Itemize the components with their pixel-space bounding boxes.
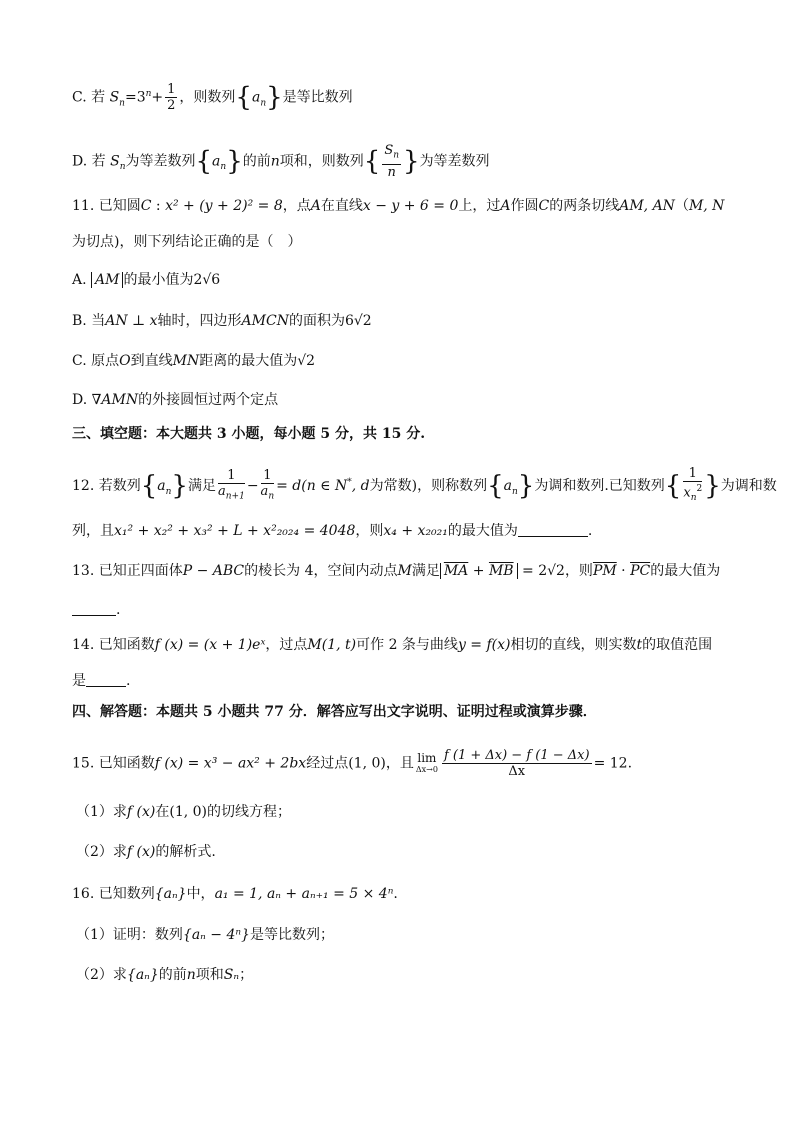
question-number: 13. [72, 563, 95, 579]
option-label: C. [72, 353, 87, 369]
q15-stem: 15. 已知函数f (x) = x³ − ax² + 2bx经过点(1, 0)，且 lim Δx→0 $\frac{f (1 + \Delta x) - f (1 - \Delta x)}{\Delta x}$ = 12. [72, 748, 633, 779]
question-number: 14. [72, 637, 95, 653]
fraction: $\frac{S_n}{n}$ [384, 143, 400, 180]
question-number: 11. [72, 198, 95, 214]
q10-option-d: D. 若 $S_n$为等差数列$\{a_n\}$的前n项和，则数列{ $\frac{S_n}{n}$ }为等差数列 [72, 143, 490, 180]
q13-stem: 13. 已知正四面体P − ABC的棱长为 4，空间内动点M满足 $\overline{MA} + \overline{MB} = 2√2$，则$\overline{PM} \cdot \overline{PC}$的最大值为 [72, 563, 721, 579]
option-label: C. [72, 89, 87, 106]
q11-option-d: D. ∇AMN的外接圆恒过两个定点 [72, 392, 279, 408]
section-4-heading: 四、解答题：本题共 5 小题共 77 分．解答应写出文字说明、证明过程或演算步骤． [72, 704, 597, 720]
q11-option-a: A. AM 的最小值为2√6 [72, 272, 221, 288]
q12-stem-cont: 列，且x₁² + x₂² + x₃² + L + x²₂₀₂₄ = 4048，则x₄ + x₂₀₂₁的最大值为 . [72, 523, 593, 539]
q16-part-1: （1）证明：数列{aₙ − 4ⁿ}是等比数列； [76, 927, 334, 943]
q16-part-2: （2）求{aₙ}的前n项和Sₙ； [76, 967, 254, 983]
option-label: A. [72, 272, 87, 288]
q11-option-b: B. 当AN ⊥ x轴时，四边形AMCN的面积为6√2 [72, 313, 372, 329]
option-label: D. [72, 392, 88, 408]
answer-blank[interactable] [518, 522, 588, 537]
q15-part-1: （1）求f (x)在(1, 0)的切线方程； [76, 804, 292, 820]
q11-stem: 11. 已知圆C : x² + (y + 2)² = 8，点A在直线x − y + 6 = 0上，过A作圆C的两条切线AM, AN（M, N [72, 198, 725, 214]
fraction: $\frac{1}{2}$ [167, 82, 176, 113]
q13-stem-cont: . [72, 600, 732, 620]
q11-option-c: C. 原点O到直线MN距离的最大值为√2 [72, 353, 316, 369]
q12-stem: 12. 若数列$\{a_n\}$满足 $\frac{1}{a_{n+1}}$ − $\frac{1}{a_n}$ = d(n ∈ N*, d为常数)，则称数列$\{a_n\}$为调和数列.已知数列{ $\frac{1}{x_n^2}$ }为调和数 [72, 466, 732, 506]
question-number: 12. [72, 477, 95, 494]
q15-part-2: （2）求f (x)的解析式. [76, 844, 216, 860]
answer-blank[interactable] [72, 601, 116, 616]
fraction: $\frac{1}{a_{n+1}}$ [217, 467, 245, 502]
q14-stem: 14. 已知函数f (x) = (x + 1)eˣ，过点M(1, t)可作 2 条与曲线y = f(x)相切的直线，则实数t的取值范围 [72, 637, 713, 653]
fraction: $\frac{1}{x_n^2}$ [683, 466, 703, 503]
fraction: $\frac{1}{a_n}$ [260, 467, 275, 502]
fraction: $\frac{f (1 + \Delta x) - f (1 - \Delta x)}{\Delta x}$ [443, 748, 590, 779]
section-3-heading: 三、填空题：本大题共 3 小题，每小题 5 分，共 15 分. [72, 426, 426, 442]
option-label: D. [72, 153, 88, 170]
q11-stem-cont: 为切点)，则下列结论正确的是（ ） [72, 234, 302, 250]
question-number: 16. [72, 886, 95, 902]
q10-option-c: C. 若 $S_n=3^n+$ $\frac{1}{2}$ ，则数列$\{a_n\}$是等比数列 [72, 82, 353, 113]
limit: lim Δx→0 [415, 750, 438, 774]
answer-blank[interactable] [86, 672, 126, 687]
q14-stem-cont: 是 . [72, 673, 131, 689]
question-number: 15. [72, 755, 95, 772]
q16-stem: 16. 已知数列{aₙ}中，a₁ = 1, aₙ + aₙ₊₁ = 5 × 4ⁿ. [72, 886, 398, 902]
option-label: B. [72, 313, 87, 329]
